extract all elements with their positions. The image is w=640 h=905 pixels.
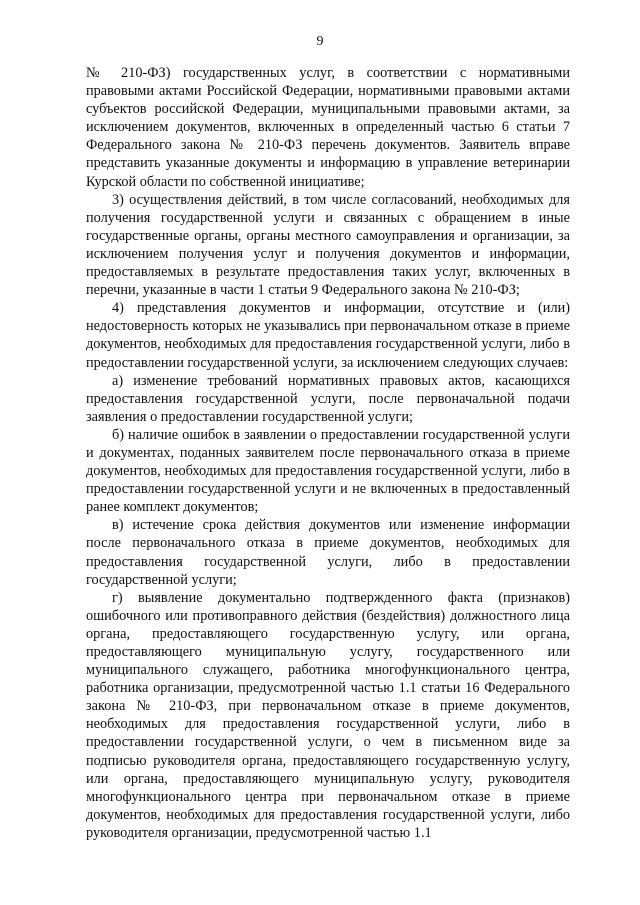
paragraph-subitem-b: б) наличие ошибок в заявлении о предоставлении государственной услуги и документах, поданных заявителем после первоначального отказа в приеме документов, необходимых для предоставления государственной услуги, либо в предоставлении государственной услуги и не включенных в предоставленный ранее комплект документов; [86,426,570,516]
paragraph-continuation: № 210-ФЗ) государственных услуг, в соответствии с нормативными правовыми актами Российской Федерации, нормативными правовыми актами субъектов российской Федерации, муниципальными правовыми актами, за исключением документов, включенных в определенный частью 6 статьи 7 Федерального закона № 210-ФЗ перечень документов. Заявитель вправе представить указанные документы и информацию в управление ветеринарии Курской области по собственной инициативе; [86,65,570,190]
paragraph-subitem-g: г) выявление документально подтвержденного факта (признаков) ошибочного или противоправного действия (бездействия) должностного лица органа, предоставляющего государственную услугу, или органа, предоставляющего муниципальную услугу, государственного или муниципального служащего, работника многофункционального центра, работника организации, предусмотренной частью 1.1 статьи 16 Федерального закона № 210-ФЗ, при первоначальном отказе в приеме документов, необходимых для предоставления государственной услуги, либо в предоставлении государственной услуги, о чем в письменном виде за подписью руководителя органа, предоставляющего государственную услугу, или органа, предоставляющего муниципальную услугу, руководителя многофункционального центра при первоначальном отказе в приеме документов, необходимых для предоставления государственной услуги, либо руководителя организации, предусмотренной частью 1.1 [86,589,570,841]
page-number: 9 [316,34,324,49]
paragraph-subitem-v: в) истечение срока действия документов или изменение информации после первоначального отказа в приеме документов, необходимых для предоставления государственной услуги, либо в предоставлении государственной услуги; [86,517,570,588]
paragraph-item-4: 4) представления документов и информации, отсутствие и (или) недостоверность которых не указывались при первоначальном отказе в приеме документов, необходимых для предоставления государственной услуги, либо в предоставлении государственной услуги, за исключением следующих случаев: [86,300,570,371]
paragraph-item-3: 3) осуществления действий, в том числе согласований, необходимых для получения государственной услуги и связанных с обращением в иные государственные органы, органы местного самоуправления и организации, за исключением получения услуг и получения документов и информации, предоставляемых в результате предоставления таких услуг, включенных в перечни, указанные в части 1 статьи 9 Федерального закона № 210-ФЗ; [86,191,570,299]
document-body [86,64,570,842]
paragraph-subitem-a: а) изменение требований нормативных правовых актов, касающихся предоставления государственной услуги, после первоначальной подачи заявления о предоставлении государственной услуги; [86,372,570,425]
